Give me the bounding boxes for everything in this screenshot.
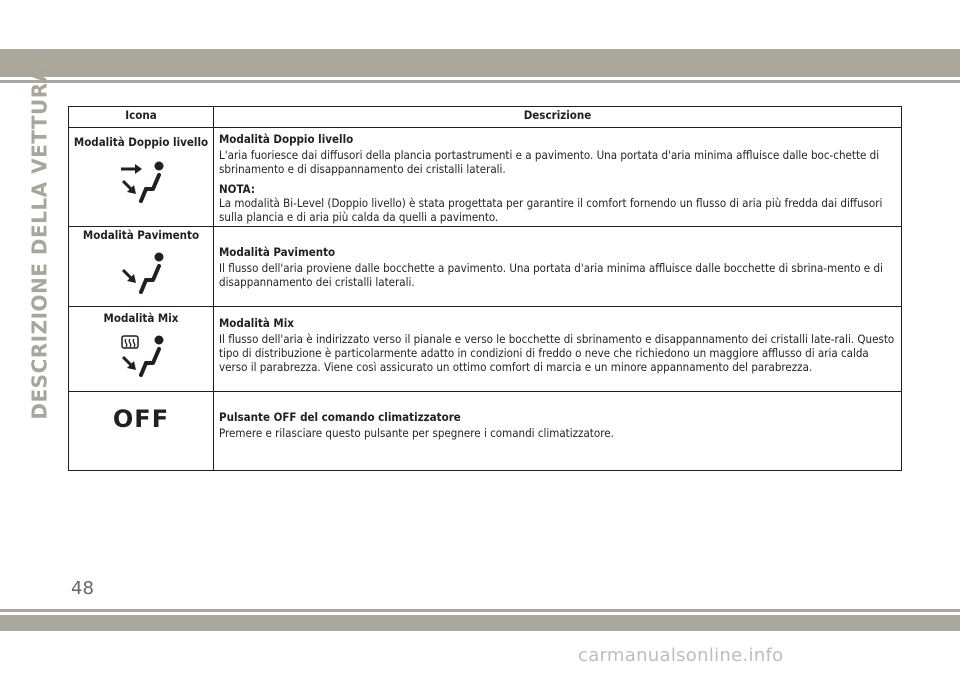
- floor-mode-icon: [101, 252, 181, 300]
- description-title: Pulsante OFF del comando climatizzatore: [219, 410, 461, 424]
- off-button-icon: OFF: [112, 405, 170, 433]
- description-text: Il flusso dell'aria è indirizzato verso il pianale e verso le bocchette di sbrinamento e disappannamento dei cristalli late-rali. Questo tipo di distribuzione è particolarmente adatto in condizioni di freddo o neve che richiedono un maggiore afflusso di aria calda verso il parabrezza. Viene così assicurato un ottimo comfort di marcia e un minore appannamento del parabrezza.: [219, 332, 895, 374]
- mode-name: Modalità Mix: [103, 311, 179, 325]
- footer-band: [0, 615, 960, 631]
- note-label: NOTA:: [219, 182, 255, 196]
- icon-cell: [69, 307, 214, 392]
- table-row: [69, 227, 902, 307]
- header-description: Descrizione: [214, 107, 902, 128]
- description-title: Modalità Doppio livello: [219, 132, 354, 146]
- description-title: Modalità Mix: [219, 316, 294, 330]
- note-text: La modalità Bi-Level (Doppio livello) è stata progettata per garantire il comfort fornendo un flusso di aria più fredda dai diffusori sulla plancia e di aria più calda da quelli a pavimento.: [219, 196, 883, 224]
- table-row: [69, 307, 902, 392]
- section-title-vertical: [23, 66, 57, 420]
- header-band: [0, 49, 960, 77]
- description-text: L'aria fuoriesce dai diffusori della plancia portastrumenti e a pavimento. Una portata d'aria minima affluisce dalle boc-chette di sbrinamento e di disappannamento dei cristalli laterali.: [219, 148, 880, 176]
- section-title: DESCRIZIONE DELLA VETTURA: [28, 66, 53, 420]
- table-row: [69, 128, 902, 227]
- watermark: carmanualsonline.info: [578, 645, 784, 666]
- climate-modes-table: [68, 106, 902, 471]
- bilevel-mode-icon: [101, 159, 181, 207]
- header-icon: Icona: [69, 107, 214, 128]
- icon-cell: [69, 392, 214, 471]
- icon-cell: [69, 128, 214, 227]
- page-number: 48: [71, 578, 94, 599]
- footer-rule: [0, 609, 960, 612]
- description-cell: [214, 227, 902, 307]
- description-title: Modalità Pavimento: [219, 245, 336, 259]
- description-cell: [214, 392, 902, 471]
- mode-name: Modalità Pavimento: [82, 228, 200, 242]
- mix-mode-icon: [101, 333, 181, 381]
- description-cell: [214, 128, 902, 227]
- table-row: [69, 392, 902, 471]
- description-text: Premere e rilasciare questo pulsante per spegnere i comandi climatizzatore.: [219, 426, 614, 440]
- icon-cell: [69, 227, 214, 307]
- table-header-row: [69, 107, 902, 128]
- mode-name: Modalità Doppio livello: [73, 135, 209, 149]
- header-rule: [0, 80, 960, 83]
- description-cell: [214, 307, 902, 392]
- description-text: Il flusso dell'aria proviene dalle bocchette a pavimento. Una portata d'aria minima affluisce dalle bocchette di sbrina-mento e di disappannamento dei cristalli laterali.: [219, 261, 883, 289]
